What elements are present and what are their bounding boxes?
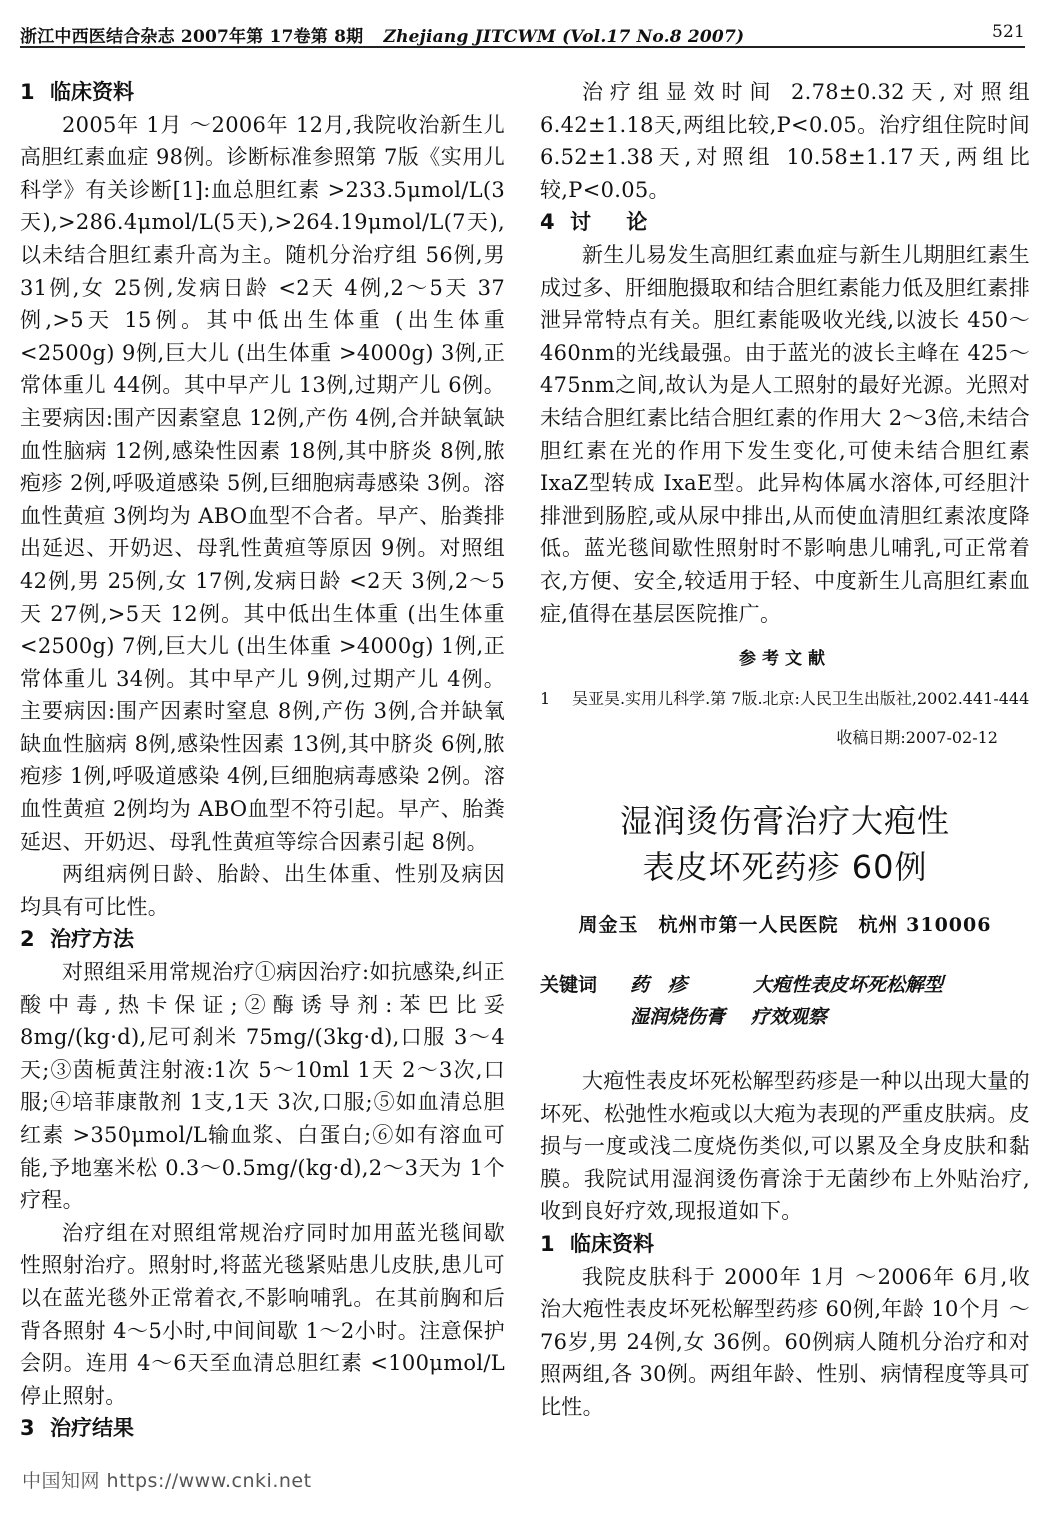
section-heading-discussion [540,206,1030,239]
section-heading-clinical-data [20,76,505,109]
article-title [540,798,1030,890]
paragraph-comparability: 两组病例日龄、胎龄、出生体重、性别及病因均具有可比性。 [20,862,505,919]
section-number: 2 [20,927,35,952]
section-number: 4 [540,210,555,235]
reference-item [540,685,1030,713]
paragraph-clinical-data-2: 我院皮肤科于 2000年 1月 ～2006年 6月,收治大疱性表皮坏死松解型药疹 60例,年龄 10个月 ～76岁,男 24例,女 36例。60例病人随机分治疗和对照两组,各 30例。两组年龄、性别、病情程度等具可比性。 [540,1264,1030,1420]
paragraph-blue-light-treatment: 治疗组在对照组常规治疗同时加用蓝光毯间歇性照射治疗。照射时,将蓝光毯紧贴患儿皮肤,患儿可以在蓝光毯外正常着衣,不影响哺乳。在其前胸和后背各照射 4～5小时,中间间歇 1～2小时。注意保护会阴。连用 4～6天至血清总胆红素 <100μmol/L停止照射。 [20,1220,505,1408]
paragraph-introduction: 大疱性表皮坏死松解型药疹是一种以出现大量的坏死、松弛性水疱或以大疱为表现的严重皮肤病。皮损与一度或浅二度烧伤类似,可以累及全身皮肤和黏膜。我院试用湿润烫伤膏涂于无菌纱布上外贴治疗,收到良好疗效,现报道如下。 [540,1069,1030,1224]
keywords-label: 关键词 [540,974,598,997]
section-title: 临床资料 [570,1232,654,1257]
article-title-line-2: 表皮坏死药疹 60例 [642,848,928,887]
page-number: 521 [991,22,1025,42]
section-heading-clinical-data-2 [540,1228,1030,1261]
section-number: 3 [20,1416,35,1441]
paragraph-discussion: 新生儿易发生高胆红素血症与新生儿期胆红素生成过多、肝细胞摄取和结合胆红素能力低及胆红素排泄异常特点有关。胆红素能吸收光线,以波长 450～460nm的光线最强。由于蓝光的波长主峰在 425～475nm之间,故认为是人工照射的最好光源。光照对未结合胆红素比结合胆红素的作用大 2～3倍,未结合胆红素在光的作用下发生变化,可使未结合胆红素 IxaZ型转成 IxaE型。此异构体属水溶体,可经胆汁排泄到肠腔,或从尿中排出,从而使血清胆红素浓度降低。蓝光毯间歇性照射时不影响患儿哺乳,可正常着衣,方便、安全,较适用于轻、中度新生儿高胆红素血症,值得在基层医院推广。 [540,242,1030,626]
right-column [540,76,1030,1424]
keywords [540,969,1030,1033]
reference-number: 1 [540,689,551,709]
paragraph-control-treatment: 对照组采用常规治疗①病因治疗:如抗感染,纠正酸中毒,热卡保证;②酶诱导剂:苯巴比妥 8mg/(kg·d),尼可刹米 75mg/(3kg·d),口服 3～4天;③茵栀黄注射液:1次 5～10ml 1天 2～3次,口服;④培菲康散剂 1支,1天 3次,口服;⑤如血清总胆红素 >350μmol/L输血浆、白蛋白;⑥如有溶血可能,予地塞米松 0.3～0.5mg/(kg·d),2～3天为 1个疗程。 [20,960,505,1213]
paragraph-results: 治疗组显效时间 2.78±0.32天,对照组 6.42±1.18天,两组比较,P<0.05。治疗组住院时间 6.52±1.38天,对照组 10.58±1.17天,两组比较,P<0.05。 [540,80,1030,202]
article-title-line-1: 湿润烫伤膏治疗大疱性 [619,802,950,841]
journal-info [20,22,744,47]
header-rule [20,46,1025,48]
section-heading-treatment-method [20,923,505,956]
page-header [20,22,1025,48]
section-title: 讨 论 [570,210,662,235]
keywords-spacer [540,1033,1030,1065]
keywords-row-2 [540,1001,1030,1033]
journal-name-en: Zhejiang JITCWM (Vol.17 No.8 2007) [383,27,745,47]
keyword: 大疱性表皮坏死松解型 [753,974,944,997]
keyword: 疗效观察 [751,1006,828,1029]
left-column [20,76,505,1445]
author-line: 周金玉 杭州市第一人民医院 杭州 310006 [578,914,992,937]
keyword: 湿润烧伤膏 [630,1006,726,1029]
section-number: 1 [540,1232,555,1257]
reference-text: 吴亚昊.实用儿科学.第 7版.北京:人民卫生出版社,2002.441-444 [572,689,1030,709]
section-title: 临床资料 [50,80,134,104]
section-title: 治疗结果 [50,1416,134,1441]
journal-name-cn: 浙江中西医结合杂志 2007年第 17卷第 8期 [20,27,364,47]
section-title: 治疗方法 [50,927,134,952]
references-title: 参考文献 [739,649,831,670]
section-number: 1 [20,80,35,104]
section-heading-results [20,1412,505,1445]
keyword: 药 疹 [630,974,688,997]
cnki-watermark: 中国知网 https://www.cnki.net [22,1470,312,1492]
keywords-row-1 [540,969,1030,1001]
received-date: 收稿日期:2007-02-12 [836,728,998,748]
paragraph-clinical-data: 2005年 1月 ～2006年 12月,我院收治新生儿高胆红素血症 98例。诊断标准参照第 7版《实用儿科学》有关诊断[1]:血总胆红素 >233.5μmol/L(3天),>286.4μmol/L(5天),>264.19μmol/L(7天),以未结合胆红素升高为主。随机分治疗组 56例,男 31例,女 25例,发病日龄 <2天 4例,2～5天 37例,>5天 15例。其中低出生体重 (出生体重 <2500g) 9例,巨大儿 (出生体重 >4000g) 3例,正常体重儿 44例。其中早产儿 13例,过期产儿 6例。主要病因:围产因素窒息 12例,产伤 4例,合并缺氧缺血性脑病 12例,感染性因素 18例,其中脐炎 8例,脓疱疹 2例,呼吸道感染 5例,巨细胞病毒感染 3例。溶血性黄疸 3例均为 ABO血型不合者。早产、胎粪排出延迟、开奶迟、母乳性黄疸等原因 9例。对照组 42例,男 25例,女 17例,发病日龄 <2天 3例,2～5天 27例,>5天 12例。其中低出生体重 (出生体重 <2500g) 7例,巨大儿 (出生体重 >4000g) 1例,正常体重儿 34例。其中早产儿 9例,过期产儿 4例。主要病因:围产因素时窒息 8例,产伤 3例,合并缺氧缺血性脑病 8例,感染性因素 13例,其中脐炎 6例,脓疱疹 1例,呼吸道感染 4例,巨细胞病毒感染 2例。溶血性黄疸 2例均为 ABO血型不符引起。早产、胎粪延迟、开奶迟、母乳性黄疸等综合因素引起 8例。 [20,112,505,854]
